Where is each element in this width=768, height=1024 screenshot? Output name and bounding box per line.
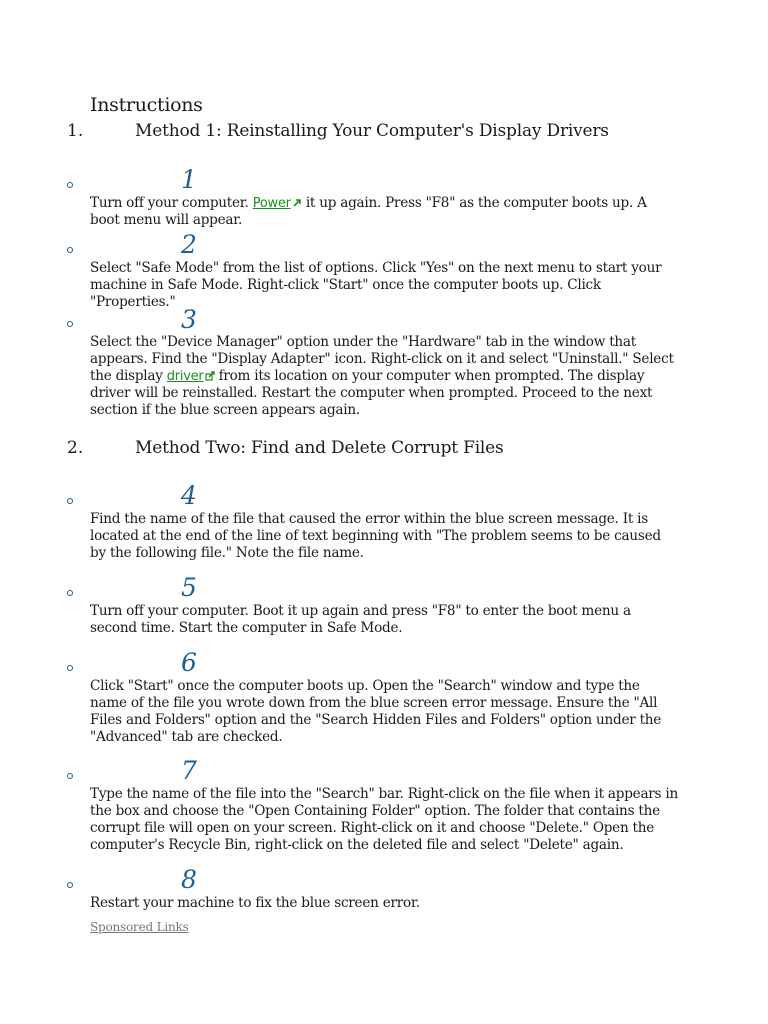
external-link-icon xyxy=(292,198,302,208)
step-number: 4 xyxy=(181,481,197,510)
step-bullet xyxy=(67,773,73,779)
step-text: Turn off your computer. xyxy=(90,195,253,211)
step-number: 2 xyxy=(181,230,197,259)
step-number: 5 xyxy=(181,573,197,602)
step-number: 1 xyxy=(181,165,197,194)
method-1-title: Method 1: Reinstalling Your Computer's Display Drivers xyxy=(135,121,609,141)
external-link-icon xyxy=(205,371,215,381)
step-number: 8 xyxy=(181,865,197,894)
sponsored-links[interactable]: Sponsored Links xyxy=(90,920,189,934)
step-7-text: Type the name of the file into the "Search" bar. Right-click on the file when it appears in the box and choose the "Open Containing Folder" option. The folder that contains the corrupt file will open on your screen. Right-click on it and choose "Delete." Open the computer's Recycle Bin, right-click on the deleted file and select "Delete" again. xyxy=(90,786,678,853)
method-1-number: 1. xyxy=(67,121,84,141)
step-3-text xyxy=(90,334,680,419)
step-text: it up again. Press "F8" as the computer boots up. A boot menu will appear. xyxy=(90,195,647,228)
method-2-title: Method Two: Find and Delete Corrupt Files xyxy=(135,438,504,458)
method-2-number: 2. xyxy=(67,438,84,458)
step-number: 3 xyxy=(181,305,197,334)
page-title: Instructions xyxy=(90,94,203,116)
step-4-text: Find the name of the file that caused the error within the blue screen message. It is located at the end of the line of text beginning with "The problem seems to be caused by the following file." Note the file name. xyxy=(90,511,661,561)
step-6-text: Click "Start" once the computer boots up. Open the "Search" window and type the name of the file you wrote down from the blue screen error message. Ensure the "All Files and Folders" option and the "Search Hidden Files and Folders" option under the "Advanced" tab are checked. xyxy=(90,678,662,745)
step-bullet xyxy=(67,498,73,504)
step-bullet xyxy=(67,247,73,253)
step-bullet xyxy=(67,882,73,888)
step-8-text: Restart your machine to fix the blue screen error. xyxy=(90,895,420,911)
step-text: from its location on your computer when prompted. The display driver will be reinstalled. Restart the computer when prompted. Proceed to the next section if the blue screen appears again. xyxy=(90,368,653,418)
step-bullet xyxy=(67,590,73,596)
link-label: Power xyxy=(252,196,291,211)
link-label: driver xyxy=(166,369,204,384)
step-1-text xyxy=(90,195,680,229)
step-bullet xyxy=(67,182,73,188)
step-bullet xyxy=(67,665,73,671)
driver-link[interactable] xyxy=(167,369,215,384)
step-5-text: Turn off your computer. Boot it up again and press "F8" to enter the boot menu a second time. Start the computer in Safe Mode. xyxy=(90,603,631,636)
step-bullet xyxy=(67,321,73,327)
step-number: 6 xyxy=(181,648,197,677)
power-link[interactable] xyxy=(253,196,302,211)
step-number: 7 xyxy=(181,756,197,785)
step-2-text: Select "Safe Mode" from the list of options. Click "Yes" on the next menu to start your machine in Safe Mode. Right-click "Start" once the computer boots up. Click "Properties." xyxy=(90,260,662,310)
step-text: Select the "Device Manager" option under the "Hardware" tab in the window that appears. Find the "Display Adapter" icon. Right-click on it and select "Uninstall." Select the display xyxy=(90,334,674,384)
